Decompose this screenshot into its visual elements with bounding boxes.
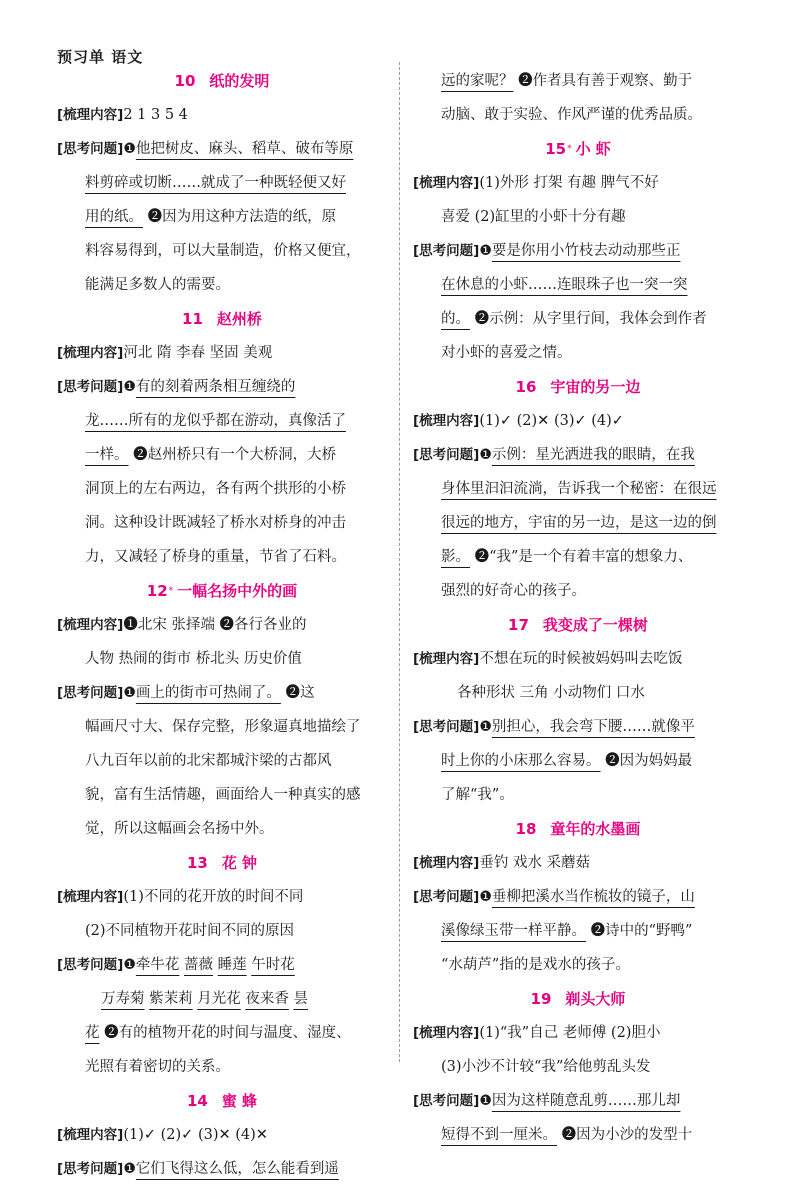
answer-text: (2)不同植物开花时间不同的原因 <box>85 923 295 939</box>
optional-mark: * <box>168 586 174 596</box>
answer-text: 河北 隋 李春 坚固 美观 <box>123 345 273 361</box>
answer-text: ❷因为用这种方法造的纸，原 <box>143 209 337 225</box>
section-label: [思考问题] <box>57 685 124 701</box>
text-line <box>413 846 743 880</box>
answer-underlined: 远的家呢？ <box>441 73 514 89</box>
text-line <box>57 404 387 438</box>
text-line <box>57 370 387 404</box>
text-line <box>413 438 743 472</box>
lesson-title <box>413 812 743 846</box>
answer-text: (1)“我”自己 老师傅 (2)胆小 <box>479 1025 661 1041</box>
answer-underlined: 身体里汩汩流淌，告诉我一个秘密：在很远 <box>441 481 717 497</box>
text-line <box>57 234 387 268</box>
text-line <box>413 574 743 608</box>
text-line <box>57 336 387 370</box>
column-divider <box>399 62 400 1062</box>
text-line <box>413 268 743 302</box>
lesson-number: 19 <box>530 990 552 1008</box>
answer-text: ❶ <box>479 447 492 463</box>
text-line <box>413 880 743 914</box>
answer-underlined: 万寿菊 <box>101 991 145 1007</box>
answer-text: ❷因为妈妈最 <box>600 753 693 769</box>
text-line <box>57 608 387 642</box>
answer-underlined: 龙……所有的龙似乎都在游动，真像活了 <box>85 413 346 429</box>
answer-text: ❷因为小沙的发型十 <box>557 1127 693 1143</box>
text-line <box>413 98 743 132</box>
text-line <box>413 676 743 710</box>
lesson-name: 我变成了一棵树 <box>542 616 648 634</box>
text-line <box>413 1050 743 1084</box>
answer-text: 洞顶上的左右两边，各有两个拱形的小桥 <box>85 481 346 497</box>
answer-text: 不想在玩的时候被妈妈叫去吃饭 <box>479 651 683 667</box>
answer-text: (3)小沙不计较“我”给他剪乱头发 <box>441 1059 651 1075</box>
answer-underlined: 月光花 <box>197 991 241 1007</box>
lesson-number: 10 <box>174 72 196 90</box>
lesson-number: 13 <box>186 854 208 872</box>
lesson-name: 蜜 蜂 <box>221 1092 258 1110</box>
text-line <box>413 404 743 438</box>
text-line <box>57 982 387 1016</box>
answer-text: “水葫芦”指的是戏水的孩子。 <box>441 957 630 973</box>
lesson-number: 17 <box>508 616 529 634</box>
answer-text: 2 1 3 5 4 <box>123 107 188 123</box>
answer-text: 力，又减轻了桥身的重量，节省了石料。 <box>85 549 346 565</box>
text-line <box>413 302 743 336</box>
section-label: [思考问题] <box>413 719 480 735</box>
answer-text: 洞。这种设计既减轻了桥水对桥身的冲击 <box>85 515 346 531</box>
answer-underlined: 要是你用小竹枝去动动那些正 <box>491 243 681 259</box>
section-label: [梳理内容] <box>413 651 480 667</box>
text-line <box>57 1118 387 1152</box>
answer-text: ❶ <box>123 379 136 395</box>
lesson-title <box>57 574 387 608</box>
answer-text: ❷示例：从字里行间，我体会到作者 <box>470 311 707 327</box>
text-line <box>57 200 387 234</box>
answer-text: 对小虾的喜爱之情。 <box>441 345 572 361</box>
section-label: [梳理内容] <box>413 855 480 871</box>
section-label: [梳理内容] <box>57 107 124 123</box>
answer-text: ❷赵州桥只有一个大桥洞，大桥 <box>128 447 337 463</box>
answer-underlined: 别担心，我会弯下腰……就像平 <box>491 719 695 735</box>
answer-text: (1)外形 打架 有趣 脾气不好 <box>479 175 659 191</box>
text-line <box>413 1118 743 1152</box>
answer-underlined: 很远的地方，宇宙的另一边，是这一边的倒 <box>441 515 717 531</box>
lesson-name: 剃头大师 <box>565 990 626 1008</box>
answer-underlined: 影。 <box>441 549 470 565</box>
answer-underlined: 料剪碎或切断……就成了一种既轻便又好 <box>85 175 346 191</box>
lesson-name: 宇宙的另一边 <box>550 378 641 396</box>
lesson-name: 赵州桥 <box>216 310 262 328</box>
text-line <box>57 880 387 914</box>
lesson-title <box>413 132 743 166</box>
answer-text: 貌，富有生活情趣，画面给人一种真实的感 <box>85 787 361 803</box>
text-line <box>57 506 387 540</box>
text-line <box>413 744 743 778</box>
text-line <box>413 472 743 506</box>
answer-text: 喜爱 (2)缸里的小虾十分有趣 <box>441 209 626 225</box>
section-label: [思考问题] <box>57 957 124 973</box>
answer-text: ❶ <box>123 141 136 157</box>
answer-underlined: 在休息的小虾……连眼珠子也一突一突 <box>441 277 688 293</box>
text-line <box>57 1152 387 1186</box>
answer-text: ❶ <box>479 889 492 905</box>
answer-underlined: 紫茉莉 <box>149 991 193 1007</box>
page-header: 预习单 语文 <box>57 48 144 66</box>
lesson-title <box>57 846 387 880</box>
answer-text: 各种形状 三角 小动物们 口水 <box>457 685 645 701</box>
text-line <box>57 98 387 132</box>
lesson-number: 14 <box>186 1092 208 1110</box>
answer-underlined: 的。 <box>441 311 470 327</box>
section-label: [思考问题] <box>57 379 124 395</box>
lesson-name: 童年的水墨画 <box>550 820 641 838</box>
answer-underlined: 午时花 <box>251 957 295 973</box>
section-label: [梳理内容] <box>413 1025 480 1041</box>
text-line <box>413 234 743 268</box>
answer-text: 料容易得到，可以大量制造，价格又便宜， <box>85 243 361 259</box>
section-label: [梳理内容] <box>57 889 124 905</box>
text-line <box>57 166 387 200</box>
lesson-title <box>57 64 387 98</box>
lesson-title <box>57 302 387 336</box>
text-line <box>413 200 743 234</box>
answer-text: ❷有的植物开花的时间与温度、湿度、 <box>99 1025 351 1041</box>
text-line <box>57 472 387 506</box>
right-column <box>413 64 743 1152</box>
answer-text: ❷作者具有善于观察、勤于 <box>513 73 693 89</box>
answer-underlined: 他把树皮、麻头、稻草、破布等原 <box>135 141 354 157</box>
answer-text: 垂钓 戏水 采蘑菇 <box>479 855 591 871</box>
answer-underlined: 睡莲 <box>217 957 247 973</box>
section-label: [思考问题] <box>413 889 480 905</box>
left-column <box>57 64 387 1186</box>
answer-underlined: 示例：星光洒进我的眼睛，在我 <box>491 447 695 463</box>
section-label: [思考问题] <box>57 1161 124 1177</box>
section-label: [思考问题] <box>57 141 124 157</box>
text-line <box>57 710 387 744</box>
text-line <box>413 64 743 98</box>
text-line <box>57 1016 387 1050</box>
answer-text: ❶北宋 张择端 ❷各行各业的 <box>123 617 307 633</box>
text-line <box>413 336 743 370</box>
answer-underlined: 夜来香 <box>245 991 289 1007</box>
text-line <box>57 812 387 846</box>
lesson-name: 小 虾 <box>575 140 611 158</box>
section-label: [梳理内容] <box>413 175 480 191</box>
text-line <box>413 642 743 676</box>
text-line <box>57 438 387 472</box>
text-line <box>57 268 387 302</box>
answer-text: ❶ <box>479 1093 492 1109</box>
section-label: [思考问题] <box>413 447 480 463</box>
answer-text: ❶ <box>123 1161 136 1177</box>
answer-underlined: 溪像绿玉带一样平静。 <box>441 923 586 939</box>
lesson-number: 12 <box>146 582 168 600</box>
answer-text: ❶ <box>479 243 492 259</box>
answer-text: 光照有着密切的关系。 <box>85 1059 230 1075</box>
text-line <box>413 710 743 744</box>
answer-text: (1)不同的花开放的时间不同 <box>123 889 304 905</box>
answer-text: 幅画尺寸大、保存完整，形象逼真地描绘了 <box>85 719 361 735</box>
text-line <box>413 166 743 200</box>
answer-underlined: 一样。 <box>85 447 129 463</box>
lesson-title <box>413 608 743 642</box>
answer-underlined: 它们飞得这么低，怎么能看到遥 <box>135 1161 339 1177</box>
answer-underlined: 昙 <box>293 991 308 1007</box>
text-line <box>413 778 743 812</box>
answer-text: 人物 热闹的街市 桥北头 历史价值 <box>85 651 302 667</box>
answer-underlined: 花 <box>85 1025 100 1041</box>
answer-underlined: 蔷薇 <box>184 957 214 973</box>
answer-text: (1)✓ (2)✕ (3)✓ (4)✓ <box>479 413 624 429</box>
answer-text: 八九百年以前的北宋都城汴梁的古都风 <box>85 753 332 769</box>
optional-mark: * <box>567 144 572 154</box>
answer-underlined: 因为这样随意乱剪……那儿却 <box>491 1093 681 1109</box>
answer-text: (1)✓ (2)✓ (3)✕ (4)✕ <box>123 1127 268 1143</box>
answer-underlined: 垂柳把溪水当作梳妆的镜子，山 <box>491 889 695 905</box>
text-line <box>57 540 387 574</box>
text-line <box>413 1084 743 1118</box>
lesson-number: 15 <box>545 140 567 158</box>
answer-text: ❶ <box>123 957 136 973</box>
answer-underlined: 画上的街市可热闹了。 <box>135 685 281 701</box>
section-label: [思考问题] <box>413 1093 480 1109</box>
section-label: [梳理内容] <box>413 413 480 429</box>
text-line <box>57 132 387 166</box>
answer-text: 觉，所以这幅画会名扬中外。 <box>85 821 274 837</box>
text-line <box>57 778 387 812</box>
answer-text: ❶ <box>479 719 492 735</box>
lesson-title <box>413 370 743 404</box>
answer-text: 能满足多数人的需要。 <box>85 277 230 293</box>
answer-text: ❶ <box>123 685 136 701</box>
answer-underlined: 用的纸。 <box>85 209 143 225</box>
section-label: [梳理内容] <box>57 617 124 633</box>
lesson-number: 16 <box>515 378 537 396</box>
answer-text: 动脑、敢于实验、作风严谨的优秀品质。 <box>441 107 702 123</box>
answer-text: 强烈的好奇心的孩子。 <box>441 583 586 599</box>
text-line <box>57 1050 387 1084</box>
text-line <box>413 948 743 982</box>
answer-underlined: 牵牛花 <box>135 957 180 973</box>
section-label: [梳理内容] <box>57 1127 124 1143</box>
text-line <box>413 1016 743 1050</box>
text-line <box>57 948 387 982</box>
text-line <box>57 914 387 948</box>
lesson-number: 18 <box>515 820 537 838</box>
text-line <box>57 642 387 676</box>
answer-text: 了解“我”。 <box>441 787 514 803</box>
lesson-name: 花 钟 <box>221 854 258 872</box>
answer-text: ❷诗中的“野鸭” <box>586 923 693 939</box>
text-line <box>413 540 743 574</box>
text-line <box>413 506 743 540</box>
answer-text: ❷“我”是一个有着丰富的想象力、 <box>470 549 693 565</box>
answer-underlined: 时上你的小床那么容易。 <box>441 753 601 769</box>
lesson-number: 11 <box>182 310 203 328</box>
lesson-name: 纸的发明 <box>209 72 270 90</box>
text-line <box>57 676 387 710</box>
text-line <box>57 744 387 778</box>
answer-underlined: 有的刻着两条相互缠绕的 <box>135 379 296 395</box>
section-label: [思考问题] <box>413 243 480 259</box>
text-line <box>413 914 743 948</box>
answer-text: ❷这 <box>280 685 315 701</box>
answer-underlined: 短得不到一厘米。 <box>441 1127 557 1143</box>
lesson-title <box>413 982 743 1016</box>
lesson-name: 一幅名扬中外的画 <box>177 582 298 600</box>
section-label: [梳理内容] <box>57 345 124 361</box>
lesson-title <box>57 1084 387 1118</box>
